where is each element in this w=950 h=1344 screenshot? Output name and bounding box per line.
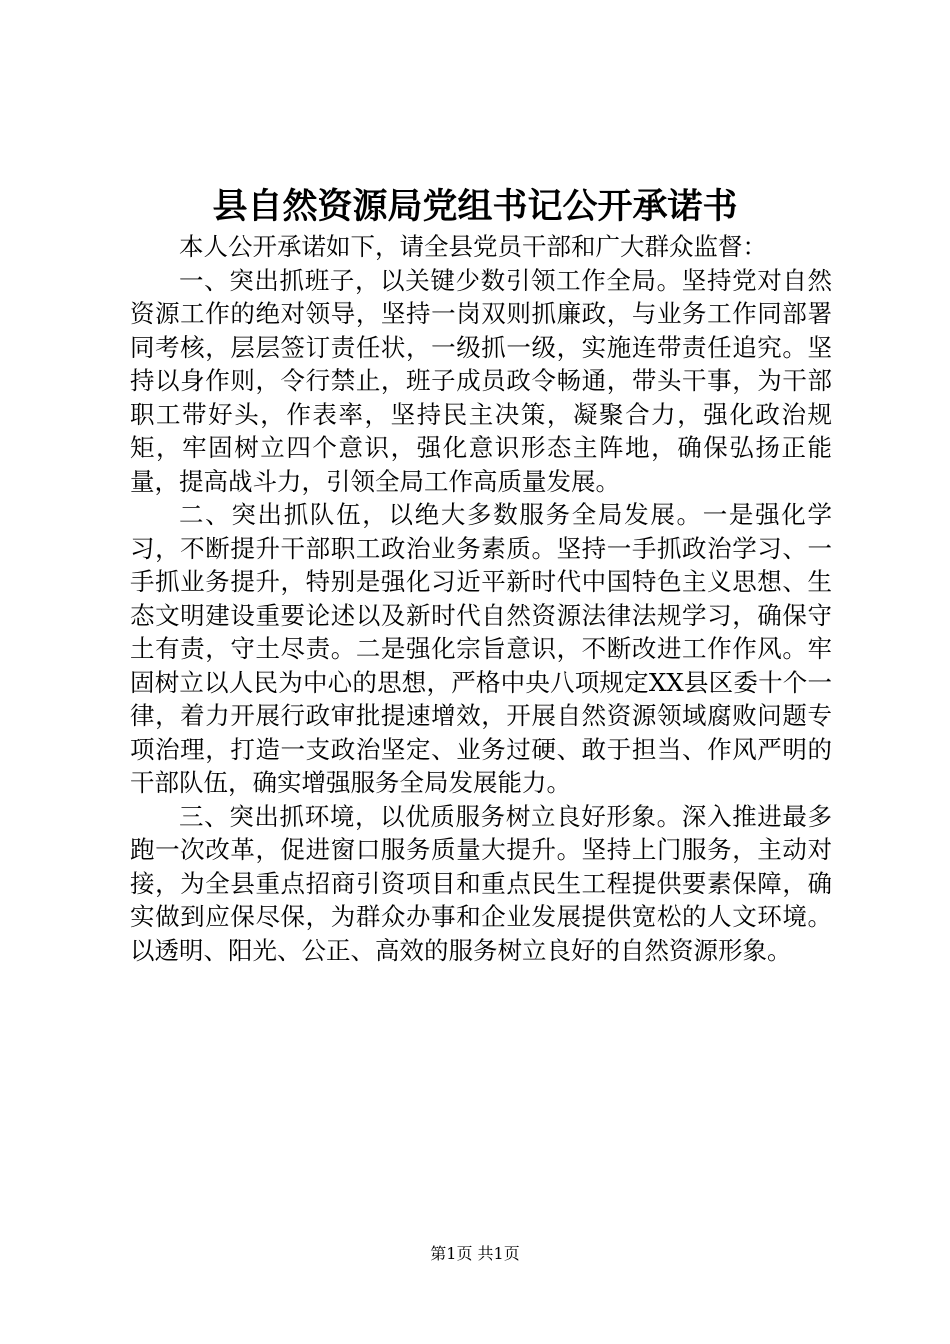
paragraph-one: 一、突出抓班子，以关键少数引领工作全局。坚持党对自然资源工作的绝对领导，坚持一岗双则抓廉政，与业务工作同部署同考核，层层签订责任状，一级抓一级，实施连带责任追究。坚持以身作则，令行禁止，班子成员政令畅通，带头干事，为干部职工带好头，作表率，坚持民主决策，凝聚合力，强化政治规矩，牢固树立四个意识，强化意识形态主阵地，确保弘扬正能量，提高战斗力，引领全局工作高质量发展。 (130, 265, 832, 496)
paragraph-three: 三、突出抓环境，以优质服务树立良好形象。深入推进最多跑一次改革，促进窗口服务质量大提升。坚持上门服务，主动对接，为全县重点招商引资项目和重点民生工程提供要素保障，确实做到应保尽保，为群众办事和企业发展提供宽松的人文环境。以透明、阳光、公正、高效的服务树立良好的自然资源形象。 (130, 801, 832, 965)
paragraph-intro: 本人公开承诺如下，请全县党员干部和广大群众监督： (179, 232, 767, 261)
document-title: 县自然资源局党组书记公开承诺书 (212, 187, 738, 227)
document-body (130, 230, 832, 967)
paragraph-two: 二、突出抓队伍，以绝大多数服务全局发展。一是强化学习，不断提升干部职工政治业务素质。坚持一手抓政治学习、一手抓业务提升，特别是强化习近平新时代中国特色主义思想、生态文明建设重要论述以及新时代自然资源法律法规学习，确保守土有责，守土尽责。二是强化宗旨意识，不断改进工作作风。牢固树立以人民为中心的思想，严格中央八项规定XX县区委十个一律，着力开展行政审批提速增效，开展自然资源领域腐败问题专项治理，打造一支政治坚定、业务过硬、敢于担当、作风严明的干部队伍，确实增强服务全局发展能力。 (130, 500, 832, 797)
page-number-footer: 第1页 共1页 (430, 1244, 520, 1263)
